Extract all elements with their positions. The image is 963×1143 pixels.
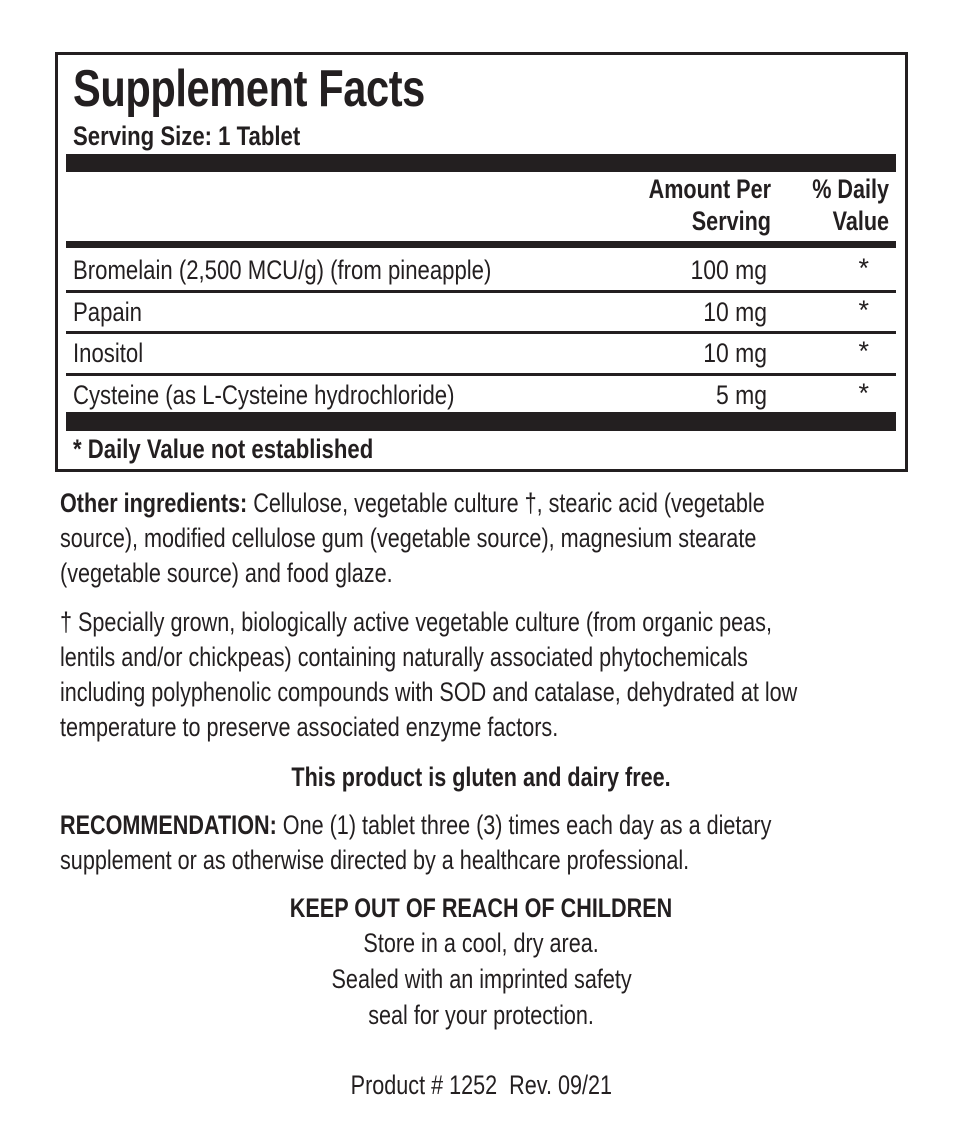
column-header-dv-line1: % Daily (812, 174, 889, 204)
recommendation-line: supplement or as otherwise directed by a healthcare professional. (60, 845, 690, 875)
storage-instructions-text: Store in a cool, dry area. (363, 928, 600, 958)
column-header-dv-line2: Value (832, 206, 889, 236)
ingredient-amount: 100 mg (690, 255, 767, 285)
other-ingredients-line: source), modified cellulose gum (vegetable source), magnesium stearate (60, 523, 757, 553)
other-ingredients-text: Cellulose, vegetable culture †, stearic acid (vegetable (247, 488, 765, 518)
ingredient-daily-value: * (858, 295, 869, 325)
other-ingredients-label: Other ingredients: (60, 488, 248, 518)
column-header-amount-line1: Amount Per (648, 174, 771, 204)
table-row (73, 293, 895, 331)
vegetable-culture-note (60, 605, 963, 745)
ingredient-daily-value: * (858, 336, 869, 366)
thick-divider-bottom (66, 412, 896, 431)
ingredient-amount: 5 mg (715, 380, 767, 410)
column-header-daily-value (812, 173, 889, 237)
seal-notice-text: Sealed with an imprinted safety (331, 964, 632, 994)
ingredient-amount: 10 mg (703, 297, 767, 327)
panel-title: Supplement Facts (73, 60, 425, 118)
ingredient-amount: 10 mg (703, 338, 767, 368)
ingredient-name: Papain (73, 297, 142, 327)
column-header-amount-line2: Serving (691, 206, 771, 236)
ingredient-name: Inositol (73, 338, 144, 368)
ingredient-daily-value: * (858, 253, 869, 283)
column-header-amount (649, 173, 771, 237)
recommendation-label: RECOMMENDATION: (60, 810, 277, 840)
vegetable-culture-note-line: lentils and/or chickpeas) containing naturally associated phytochemicals (60, 642, 748, 672)
allergen-statement-text: This product is gluten and dairy free. (291, 762, 672, 792)
storage-instructions (0, 926, 963, 961)
other-ingredients-line: (vegetable source) and food glaze. (60, 558, 393, 588)
vegetable-culture-note-line: including polyphenolic compounds with SOD and catalase, dehydrated at low (60, 677, 798, 707)
ingredient-name: Bromelain (2,500 MCU/g) (from pineapple) (73, 255, 492, 285)
vegetable-culture-note-line: temperature to preserve associated enzyme factors. (60, 712, 559, 742)
product-number-revision: Product # 1252 Rev. 09/21 (350, 1070, 613, 1100)
seal-notice-line2 (0, 998, 963, 1033)
keep-out-warning (0, 891, 963, 926)
table-row (73, 251, 895, 289)
table-row (73, 376, 895, 414)
serving-size: Serving Size: 1 Tablet (73, 121, 301, 151)
ingredient-daily-value: * (858, 378, 869, 408)
daily-value-footnote: * Daily Value not established (73, 434, 374, 464)
seal-notice-text: seal for your protection. (368, 1000, 595, 1030)
header-divider (66, 241, 896, 248)
thick-divider-top (66, 154, 896, 172)
seal-notice-line1 (0, 962, 963, 997)
keep-out-warning-text: KEEP OUT OF REACH OF CHILDREN (290, 893, 673, 923)
ingredient-name: Cysteine (as L-Cysteine hydrochloride) (73, 380, 455, 410)
recommendation-text: One (1) tablet three (3) times each day as a dietary (276, 810, 772, 840)
recommendation (60, 808, 949, 878)
product-info (0, 1068, 963, 1103)
other-ingredients (60, 486, 941, 591)
supplement-facts-panel (55, 52, 908, 472)
vegetable-culture-note-line: † Specially grown, biologically active vegetable culture (from organic peas, (60, 607, 772, 637)
table-row (73, 334, 895, 372)
allergen-statement (0, 760, 963, 795)
